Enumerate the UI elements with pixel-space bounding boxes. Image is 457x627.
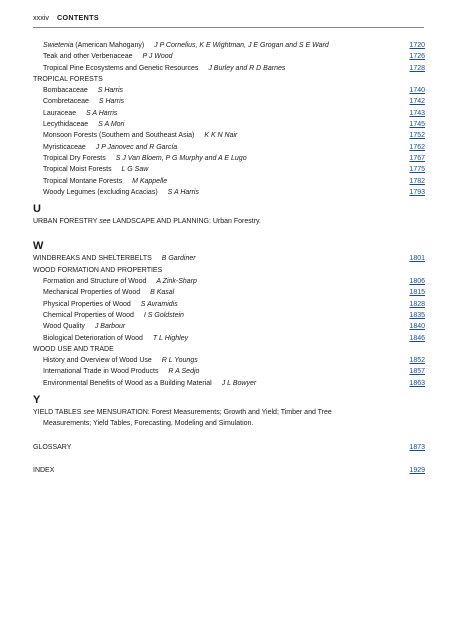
toc-entry [33,130,425,141]
entry-title: Lauraceae [43,109,77,117]
cross-reference-urban-forestry [33,216,425,227]
entry-author: B Gardiner [161,255,196,263]
toc-entry [33,287,425,298]
entry-title: Tropical Dry Forests [43,154,106,162]
entry-page-link[interactable]: 1815 [409,289,425,297]
entry-page-link[interactable]: 1745 [409,121,425,129]
entry-author: A Zink-Sharp [156,278,197,286]
entry-page-link[interactable]: 1726 [409,53,425,61]
entry-title-italic: Swietenia [43,42,74,49]
toc-entry [33,142,425,153]
entry-page-link[interactable]: 1840 [409,323,425,331]
running-header [33,13,424,28]
entry-title: GLOSSARY [33,443,72,451]
entry-title: Chemical Properties of Wood [43,311,134,319]
entry-author: R A Sedjo [168,368,200,376]
xref-target: LANDSCAPE AND PLANNING: Urban Forestry. [110,218,261,226]
entry-author: J L Bowyer [221,379,257,387]
toc-entry [33,119,425,130]
toc-entry [33,366,425,377]
entry-author: S Harris [97,87,123,95]
toc-entry [33,63,425,74]
xref-title: URBAN FORESTRY [33,218,100,226]
entry-author: S A Harris [86,109,118,117]
entry-author: J P Cornelius, K E Wightman, J E Grogan and S E Ward [154,42,329,49]
section-heading-wood-formation: WOOD FORMATION AND PROPERTIES [33,266,163,274]
entry-page-link[interactable]: 1835 [409,311,425,319]
entry-title: WINDBREAKS AND SHELTERBELTS [33,255,152,263]
entry-page-link[interactable]: 1728 [409,64,425,72]
entry-title: Tropical Montane Forests [43,177,123,185]
entry-author: I S Goldstein [143,311,184,319]
entry-title: INDEX [33,466,55,474]
letter-heading-w: W [33,240,44,253]
toc-entry [33,85,425,96]
toc-entry [33,164,425,175]
entry-page-link[interactable]: 1752 [409,132,425,140]
entry-page-link[interactable]: 1873 [409,443,425,451]
entry-author: S Harris [98,98,125,106]
entry-title: (American Mahogany) [73,42,145,49]
entry-page-link[interactable]: 1782 [409,177,425,185]
entry-title: Bombacaceae [43,87,88,95]
entry-page-link[interactable]: 1857 [409,368,425,376]
entry-author: K K N Nair [204,132,238,140]
entry-page-link[interactable]: 1743 [409,109,425,117]
entry-author: S A Mori [98,121,125,129]
contents-list [33,40,425,476]
entry-title: Environmental Benefits of Wood as a Building Material [43,379,212,387]
entry-page-link[interactable]: 1720 [409,42,425,49]
entry-author: L G Saw [121,166,149,174]
toc-entry [33,299,425,310]
entry-title: Myristicaceae [43,143,86,151]
entry-author: R L Youngs [161,357,198,365]
xref-target-continued: Measurements; Yield Tables, Forecasting, Modeling and Simulation. [43,420,254,428]
entry-page-link[interactable]: 1801 [409,255,425,263]
entry-page-link[interactable]: 1767 [409,154,425,162]
toc-entry [33,40,425,51]
header-page-number: xxxiv [33,13,49,22]
section-heading-tropical-forests: TROPICAL FORESTS [33,75,103,83]
toc-entry [33,51,425,62]
toc-entry [33,276,425,287]
entry-page-link[interactable]: 1742 [409,98,425,106]
entry-title: Woody Legumes (excluding Acacias) [43,188,158,196]
entry-page-link[interactable]: 1806 [409,278,425,286]
toc-entry [33,333,425,344]
entry-title: Tropical Pine Ecosystems and Genetic Resources [43,64,199,72]
toc-entry [33,187,425,198]
toc-entry [33,96,425,107]
entry-page-link[interactable]: 1775 [409,166,425,174]
section-heading-wood-use: WOOD USE AND TRADE [33,345,114,353]
letter-heading-u: U [33,203,41,216]
toc-entry [33,176,425,187]
toc-entry-index [33,465,425,476]
entry-title: Monsoon Forests (Southern and Southeast Asia) [43,132,195,140]
entry-page-link[interactable]: 1740 [409,87,425,95]
entry-author: J P Janovec and R García [95,143,178,151]
entry-title: Combretaceae [43,98,89,106]
entry-author: B Kasal [150,289,175,297]
entry-page-link[interactable]: 1793 [409,188,425,196]
toc-entry [33,355,425,366]
entry-author: T L Highley [152,334,189,342]
entry-page-link[interactable]: 1762 [409,143,425,151]
letter-heading-y: Y [33,394,41,407]
entry-author: S J Van Bloem, P G Murphy and A E Lugo [115,154,247,162]
entry-title: Tropical Moist Forests [43,166,112,174]
entry-title: International Trade in Wood Products [43,368,159,376]
toc-entry [33,108,425,119]
entry-page-link[interactable]: 1852 [409,357,425,365]
xref-title: YIELD TABLES [33,409,84,417]
toc-entry-glossary [33,442,425,453]
entry-page-link[interactable]: 1828 [409,300,425,308]
entry-title: History and Overview of Wood Use [43,357,152,365]
entry-title: Wood Quality [43,323,85,331]
toc-entry [33,253,425,264]
entry-title: Teak and other Verbenaceae [43,53,133,61]
toc-entry [33,310,425,321]
xref-see: see [99,218,111,226]
entry-page-link[interactable]: 1929 [409,466,425,474]
entry-title: Lecythidaceae [43,121,89,129]
entry-author: P J Wood [142,53,173,61]
entry-author: S A Harris [167,188,199,196]
entry-author: M Kappelle [132,177,168,185]
toc-entry [33,378,425,389]
xref-see: see [83,409,95,417]
entry-author: J Burley and R D Barnes [208,64,286,72]
toc-entry [33,153,425,164]
xref-target: MENSURATION: Forest Measurements; Growth and Yield; Timber and Tree [94,409,332,417]
cross-reference-yield-tables [33,407,425,430]
entry-author: S Avramidis [140,300,178,308]
toc-entry [33,321,425,332]
entry-page-link[interactable]: 1846 [409,334,425,342]
entry-title: Physical Properties of Wood [43,300,131,308]
entry-title: Mechanical Properties of Wood [43,289,141,297]
entry-title: Biological Deterioration of Wood [43,334,143,342]
entry-author: J Barbour [94,323,126,331]
header-title: CONTENTS [56,13,99,22]
entry-page-link[interactable]: 1863 [409,379,425,387]
entry-title: Formation and Structure of Wood [43,278,147,286]
